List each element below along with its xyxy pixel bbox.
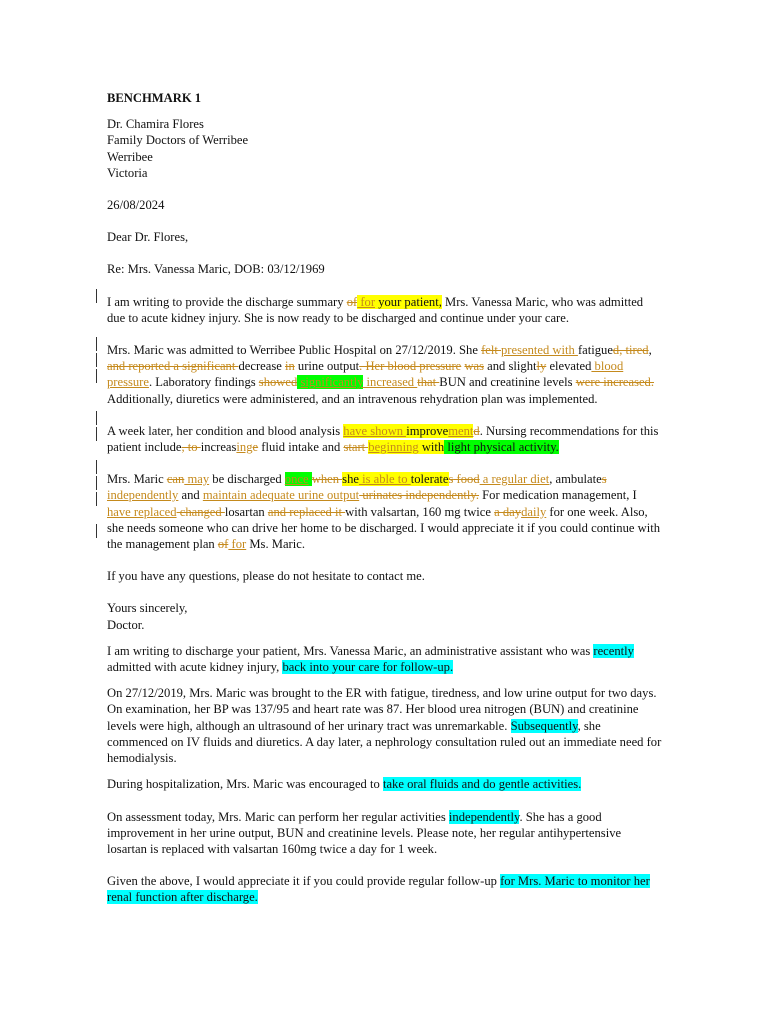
text-run: fatigue xyxy=(577,343,613,358)
text-run: Mrs. Vanessa Maric, who was admitted due to acute kidney injury. She is now ready to be discharged and continue under your care. xyxy=(107,294,644,325)
text-run: losartan xyxy=(224,504,268,519)
inserted-text: a regular diet xyxy=(479,472,550,487)
text-run: I am writing to provide the discharge summary xyxy=(107,294,347,309)
deleted-text: when xyxy=(311,472,343,487)
change-bar xyxy=(96,524,97,538)
inserted-text: have replaced xyxy=(107,504,177,519)
address-line: Werribee xyxy=(107,149,153,164)
deleted-text: start xyxy=(343,440,369,455)
deleted-text: was xyxy=(464,359,485,374)
inserted-text: presented with xyxy=(501,343,578,358)
deleted-text: of xyxy=(217,537,229,552)
text-run: , xyxy=(648,343,652,358)
change-bar xyxy=(96,492,97,506)
inserted-text: daily xyxy=(521,504,547,519)
model-paragraph-intro xyxy=(107,643,662,675)
inserted-text: maintain adequate urine output xyxy=(202,488,360,503)
draft-paragraph-intro xyxy=(107,294,662,326)
text-run: decrease xyxy=(238,359,285,374)
text-run: . She has a good improvement in her urine output, BUN and creatinine levels. Please note, her regular antihypertensive losartan is replaced with valsartan 160mg twice a day for 1 week. xyxy=(107,809,622,856)
deleted-text: d, tired xyxy=(612,343,649,358)
deleted-text: of xyxy=(346,294,358,309)
recipient-address xyxy=(107,116,662,181)
change-bar xyxy=(96,411,97,425)
model-paragraph-admission xyxy=(107,685,662,766)
letter-date: 26/08/2024 xyxy=(107,198,165,213)
change-bar xyxy=(96,289,97,303)
change-bar xyxy=(96,476,97,490)
draft-paragraph-progress xyxy=(107,423,662,455)
deleted-text: in xyxy=(284,359,295,374)
text-run: For medication management, I xyxy=(479,488,637,503)
text-run: and slight xyxy=(484,359,537,374)
highlighted-text: recently xyxy=(593,643,634,658)
text-run: On assessment today, Mrs. Maric can perform her regular activities xyxy=(107,809,449,824)
highlighted-text: tolerate xyxy=(410,472,449,487)
text-run: for one week. Also, she needs someone who can drive her home to be discharged. I would appreciate it if you could continue with the management plan xyxy=(107,504,661,552)
deleted-text: and reported a significant xyxy=(107,359,239,374)
text-run: BUN and creatinine levels xyxy=(439,375,576,390)
signoff-line: Doctor. xyxy=(107,617,145,632)
text-run: elevated xyxy=(546,359,592,374)
text-run: . Nursing recommendations for this patient include xyxy=(107,423,659,455)
inserted-text: ing xyxy=(236,440,253,455)
deleted-text: that xyxy=(417,375,440,390)
text-run: Mrs. Maric was admitted to Werribee Public Hospital on 27/12/2019. She xyxy=(107,343,482,358)
text-run: . Laboratory findings xyxy=(148,375,259,390)
model-paragraph-hospitalization xyxy=(107,776,662,792)
text-run: Mrs. Maric xyxy=(107,472,167,487)
highlighted-text: take oral fluids and do gentle activities. xyxy=(382,777,582,792)
inserted-text: may xyxy=(184,472,210,487)
inserted-text: beginning xyxy=(368,440,419,455)
deleted-text: . Her blood pressure xyxy=(359,359,462,374)
text-run: On 27/12/2019, Mrs. Maric was brought to the ER with fatigue, tiredness, and low urine output for two days. On examination, her BP was 137/95 and heart rate was 87. Her blood urea nitrogen (BUN) and creatinine levels were high, although an ultrasound of her urinary tract was unremarkable. xyxy=(107,686,657,733)
model-paragraph-assessment xyxy=(107,809,662,858)
text-run: urine output xyxy=(294,359,360,374)
text-run: I am writing to discharge your patient, Mrs. Vanessa Maric, an administrative assistant who was xyxy=(107,643,594,658)
deleted-text: urinates independently. xyxy=(359,488,480,503)
text-run: A week later, her condition and blood analysis xyxy=(107,423,344,438)
inserted-text: ment xyxy=(448,423,474,438)
change-bar xyxy=(96,460,97,474)
text-run: Ms. Maric. xyxy=(246,537,305,552)
text-run: During hospitalization, Mrs. Maric was encouraged to xyxy=(107,777,383,792)
highlighted-text: independently xyxy=(448,809,520,824)
highlighted-text: your patient, xyxy=(375,294,442,309)
inserted-text: for xyxy=(228,537,247,552)
inserted-text: is able to xyxy=(358,472,411,487)
address-line: Victoria xyxy=(107,165,148,180)
deleted-text: food xyxy=(453,472,480,487)
change-bar xyxy=(96,337,97,351)
deleted-text: can xyxy=(166,472,185,487)
deleted-text: s xyxy=(448,472,454,487)
text-run: with valsartan, 160 mg twice xyxy=(345,504,495,519)
deleted-text: d xyxy=(473,423,480,438)
text-run: Given the above, I would appreciate it if you could provide regular follow-up xyxy=(107,874,501,889)
inserted-text: independently xyxy=(107,488,179,503)
document-page xyxy=(107,90,662,906)
document-title: BENCHMARK 1 xyxy=(107,91,202,105)
highlighted-text: back into your care for follow-up. xyxy=(282,660,454,675)
text-run: , ambulate xyxy=(549,472,602,487)
text-run: fluid intake and xyxy=(258,440,344,455)
closing-question: If you have any questions, please do not hesitate to contact me. xyxy=(107,569,425,584)
text-run: Additionally, diuretics were administered, and an intravenous rehydration plan was implemented. xyxy=(107,391,598,406)
deleted-text: were increased. xyxy=(575,375,654,390)
draft-paragraph-admission xyxy=(107,342,662,407)
change-bar xyxy=(96,353,97,367)
change-bar xyxy=(96,427,97,441)
signoff xyxy=(107,600,662,632)
inserted-text: for xyxy=(357,294,376,309)
deleted-text: e xyxy=(252,440,259,455)
signoff-line: Yours sincerely, xyxy=(107,601,188,616)
deleted-text: ly xyxy=(536,359,547,374)
highlighted-text: with xyxy=(418,440,445,455)
inserted-text: have shown xyxy=(343,423,407,438)
highlighted-text: she xyxy=(342,472,359,487)
deleted-text: a day xyxy=(494,504,522,519)
deleted-text: changed xyxy=(176,504,225,519)
highlighted-text: for Mrs. Maric to monitor her renal function after discharge. xyxy=(107,874,650,905)
draft-paragraph-discharge-plan xyxy=(107,471,662,552)
highlighted-text: light physical activity. xyxy=(444,440,559,455)
text-run: and xyxy=(178,488,203,503)
address-line: Family Doctors of Werribee xyxy=(107,133,249,148)
deleted-text: s xyxy=(601,472,607,487)
highlighted-text: Subsequently xyxy=(510,718,578,733)
deleted-text: and replaced it xyxy=(267,504,346,519)
salutation: Dear Dr. Flores, xyxy=(107,230,189,245)
re-line: Re: Mrs. Vanessa Maric, DOB: 03/12/1969 xyxy=(107,262,325,277)
text-run: be discharged xyxy=(209,472,285,487)
inserted-text: once xyxy=(284,472,309,487)
inserted-text: significantly xyxy=(300,375,364,390)
text-run: admitted with acute kidney injury, xyxy=(107,660,283,675)
address-line: Dr. Chamira Flores xyxy=(107,117,204,132)
model-paragraph-follow-up xyxy=(107,873,662,905)
deleted-text: showed xyxy=(258,375,298,390)
deleted-text: , to xyxy=(181,440,201,455)
text-run: , she commenced on IV fluids and diuretics. A day later, a nephrology consultation ruled out an immediate need for hemodialysis. xyxy=(107,718,662,766)
inserted-text: increased xyxy=(363,375,418,390)
inserted-text: blood pressure xyxy=(107,359,624,390)
highlighted-text: improve xyxy=(406,423,449,438)
text-run: increas xyxy=(200,440,237,455)
change-bar xyxy=(96,369,97,383)
deleted-text: felt xyxy=(481,343,501,358)
